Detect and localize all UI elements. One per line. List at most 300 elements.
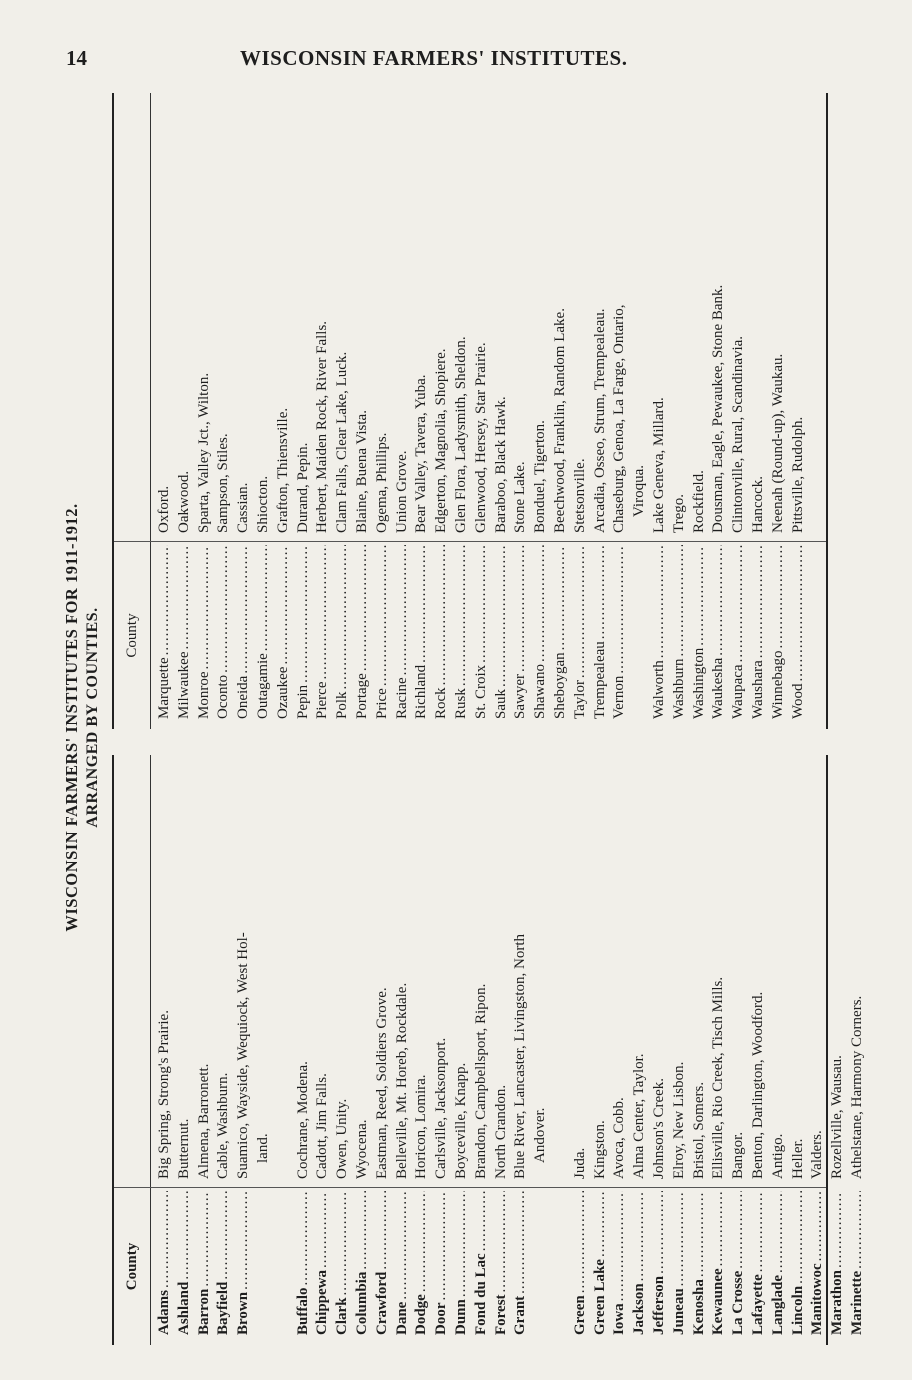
table-row xyxy=(452,93,472,729)
places-cell: North Crandon. xyxy=(492,1084,509,1179)
table-row xyxy=(175,755,195,1345)
table-row xyxy=(531,93,551,729)
county-name: Outagamie xyxy=(254,653,271,719)
table-row xyxy=(412,93,432,729)
county-cell xyxy=(294,541,314,729)
county-cell xyxy=(551,541,571,729)
places-cell: Cochrane, Modena. xyxy=(294,1061,311,1179)
county-cell xyxy=(591,541,611,729)
leader-dots xyxy=(769,545,789,648)
county-name: Wood xyxy=(789,683,806,719)
county-cell xyxy=(234,1187,254,1345)
table-row xyxy=(749,93,769,729)
table-row xyxy=(511,93,531,729)
leader-dots xyxy=(452,545,472,686)
county-cell xyxy=(690,541,710,729)
places-cell: Stone Lake. xyxy=(512,461,529,533)
left-county-table xyxy=(112,755,865,1345)
table-row xyxy=(808,755,828,1345)
places-cell: Lake Geneva, Millard. xyxy=(650,397,667,533)
leader-dots xyxy=(472,545,492,663)
right-rows xyxy=(150,93,808,729)
leader-dots xyxy=(709,545,729,656)
table-row xyxy=(511,755,531,1345)
table-row xyxy=(551,93,571,729)
county-cell-empty xyxy=(254,1187,274,1345)
leader-dots xyxy=(610,545,630,674)
county-cell-empty xyxy=(630,541,650,729)
places-cell: Trego. xyxy=(670,493,687,533)
table-row xyxy=(195,755,215,1345)
county-cell xyxy=(591,1187,611,1345)
county-name: Lafayette xyxy=(749,1274,766,1335)
leader-dots xyxy=(294,1191,314,1285)
county-name: Washburn xyxy=(670,658,687,719)
leader-dots xyxy=(333,1191,353,1296)
county-name: Dunn xyxy=(452,1299,469,1335)
county-cell xyxy=(175,541,195,729)
leader-dots xyxy=(234,1191,254,1290)
county-cell xyxy=(789,1187,809,1345)
county-cell xyxy=(432,1187,452,1345)
county-cell xyxy=(353,1187,373,1345)
county-cell xyxy=(195,1187,215,1345)
table-row xyxy=(828,755,848,1345)
county-cell xyxy=(729,541,749,729)
table-row xyxy=(313,755,333,1345)
county-cell xyxy=(393,541,413,729)
leader-dots xyxy=(195,1191,215,1287)
county-name: Milwaukee xyxy=(175,651,192,719)
page-number: 14 xyxy=(66,46,87,70)
county-name: Pepin xyxy=(294,684,311,719)
county-name: Juneau xyxy=(670,1288,687,1335)
places-cell-continued: land. xyxy=(254,1133,271,1163)
county-name: Sheboygan xyxy=(551,652,568,719)
table-row xyxy=(492,93,512,729)
table-row xyxy=(373,755,393,1345)
county-name: Crawford xyxy=(373,1271,390,1335)
table-row xyxy=(749,755,769,1345)
county-name: Winnebago xyxy=(769,650,786,719)
county-cell xyxy=(670,1187,690,1345)
leader-dots xyxy=(214,1191,234,1280)
places-cell: Avoca, Cobb. xyxy=(611,1097,628,1179)
leader-dots xyxy=(294,545,314,683)
county-name: Waukesha xyxy=(710,657,727,719)
county-cell xyxy=(155,541,175,729)
places-cell: Cassian. xyxy=(235,482,252,533)
leader-dots xyxy=(472,1191,492,1251)
table-row xyxy=(472,93,492,729)
table-subtitle: ARRANGED BY COUNTIES. xyxy=(84,607,101,828)
leader-dots xyxy=(848,1191,868,1269)
table-row xyxy=(234,755,254,1345)
places-cell: Almena, Barronett. xyxy=(195,1063,212,1179)
county-name: Richland xyxy=(413,664,430,719)
leader-dots xyxy=(808,1191,828,1261)
leader-dots xyxy=(353,1191,373,1270)
county-cell xyxy=(670,541,690,729)
row-gap xyxy=(274,755,294,1345)
places-cell: Chaseburg, Genoa, La Farge, Ontario, xyxy=(611,304,628,533)
leader-dots xyxy=(591,1191,611,1257)
table-row xyxy=(729,755,749,1345)
table-row xyxy=(709,755,729,1345)
county-name: Sawyer xyxy=(512,674,529,719)
places-cell: Beechwood, Franklin, Random Lake. xyxy=(551,308,568,533)
table-row xyxy=(571,93,591,729)
county-cell xyxy=(630,1187,650,1345)
leader-dots xyxy=(610,1191,630,1301)
county-name: Marathon xyxy=(829,1270,846,1335)
county-cell xyxy=(690,1187,710,1345)
leader-dots xyxy=(274,545,294,665)
places-cell: Bonduel, Tigerton. xyxy=(532,420,549,533)
county-name: Lincoln xyxy=(789,1285,806,1335)
places-cell: Kingston. xyxy=(591,1120,608,1179)
places-cell: Pittsville, Rudolph. xyxy=(789,416,806,533)
county-cell xyxy=(313,541,333,729)
leader-dots xyxy=(333,545,353,689)
leader-dots xyxy=(769,1191,789,1273)
county-cell xyxy=(452,1187,472,1345)
county-name: Waushara xyxy=(749,660,766,719)
county-name: Rusk xyxy=(452,688,469,719)
county-cell xyxy=(373,1187,393,1345)
places-cell: Wyocena. xyxy=(353,1119,370,1179)
leader-dots xyxy=(492,545,512,687)
table-row xyxy=(729,93,749,729)
places-cell: Eastman, Reed, Soldiers Grove. xyxy=(373,987,390,1179)
county-name: Walworth xyxy=(650,660,667,719)
places-cell: Oakwood. xyxy=(175,470,192,533)
county-name: Price xyxy=(373,688,390,719)
places-cell: Glen Flora, Ladysmith, Sheldon. xyxy=(452,336,469,533)
leader-dots xyxy=(511,1191,531,1294)
places-cell: Blaine, Buena Vista. xyxy=(353,410,370,533)
table-row xyxy=(214,755,234,1345)
county-name: Chippewa xyxy=(314,1269,331,1335)
county-cell xyxy=(650,1187,670,1345)
county-cell xyxy=(492,541,512,729)
table-row xyxy=(373,93,393,729)
table-row xyxy=(472,755,492,1345)
leader-dots xyxy=(511,545,531,672)
table-row xyxy=(333,755,353,1345)
county-name: Grant xyxy=(512,1295,529,1335)
places-cell: Arcadia, Osseo, Strum, Trempealeau. xyxy=(591,308,608,533)
left-rows xyxy=(150,755,868,1345)
places-cell: Durand, Pepin. xyxy=(294,442,311,533)
county-header: County xyxy=(114,542,151,729)
leader-dots xyxy=(155,1191,175,1288)
table-row xyxy=(690,93,710,729)
table-row xyxy=(769,755,789,1345)
county-name: Kewaunee xyxy=(710,1268,727,1335)
places-cell: Ogema, Phillips. xyxy=(373,432,390,533)
county-name: Green xyxy=(571,1295,588,1335)
places-cell: Valders. xyxy=(809,1130,826,1179)
leader-dots xyxy=(492,1191,512,1292)
county-cell xyxy=(155,1187,175,1345)
leader-dots xyxy=(531,545,551,662)
leader-dots xyxy=(412,545,432,663)
county-name: Green Lake xyxy=(591,1259,608,1335)
county-name: Ashland xyxy=(175,1281,192,1335)
table-row xyxy=(670,93,690,729)
places-cell: Athelstane, Harmony Corners. xyxy=(848,995,865,1179)
leader-dots xyxy=(313,545,333,680)
places-cell: Dousman, Eagle, Pewaukee, Stone Bank. xyxy=(710,284,727,533)
table-row xyxy=(690,755,710,1345)
county-name: Washington xyxy=(690,647,707,719)
table-row xyxy=(155,93,175,729)
table-row xyxy=(591,755,611,1345)
places-cell: Johnson's Creek. xyxy=(650,1077,667,1179)
leader-dots xyxy=(709,1191,729,1266)
leader-dots xyxy=(313,1191,333,1268)
county-name: Forest xyxy=(492,1294,509,1335)
table-row xyxy=(630,755,650,1345)
county-cell xyxy=(432,541,452,729)
places-cell: Shiocton. xyxy=(254,475,271,533)
leader-dots xyxy=(789,1191,809,1284)
places-cell: Antigo. xyxy=(769,1133,786,1179)
places-cell: Cable, Washburn. xyxy=(215,1072,232,1179)
places-cell-continued: Andover. xyxy=(532,1107,549,1163)
table-row xyxy=(709,93,729,729)
county-cell xyxy=(195,541,215,729)
leader-dots xyxy=(571,545,591,678)
places-cell: Hancock. xyxy=(749,475,766,533)
leader-dots xyxy=(254,545,274,651)
places-cell: Big Spring, Strong's Prairie. xyxy=(156,1010,172,1179)
county-name: Dodge xyxy=(413,1294,430,1335)
county-name: Jefferson xyxy=(650,1275,667,1335)
county-cell-empty xyxy=(531,1187,551,1345)
county-cell xyxy=(848,1187,868,1345)
leader-dots xyxy=(373,545,393,686)
leader-dots xyxy=(749,1191,769,1272)
places-cell: Baraboo, Black Hawk. xyxy=(492,396,509,533)
places-cell: Owen, Unity. xyxy=(334,1098,351,1179)
table-title: WISCONSIN FARMERS' INSTITUTES FOR 1911-1912. xyxy=(62,503,81,932)
county-name: Iowa xyxy=(611,1303,628,1335)
places-cell: Edgerton, Magnolia, Shopiere. xyxy=(433,348,450,533)
leader-dots xyxy=(373,1191,393,1270)
leader-dots xyxy=(155,545,175,655)
places-cell: Rockfield. xyxy=(690,470,707,533)
places-cell: Clam Falls, Clear Lake, Luck. xyxy=(334,351,351,533)
county-name: Door xyxy=(433,1302,450,1335)
leader-dots xyxy=(789,545,809,682)
county-cell xyxy=(214,541,234,729)
county-name: Sauk xyxy=(492,689,509,719)
county-cell xyxy=(254,541,274,729)
county-name: Adams xyxy=(156,1289,172,1335)
county-cell xyxy=(709,1187,729,1345)
table-row xyxy=(571,755,591,1345)
table-row xyxy=(412,755,432,1345)
county-name: Waupaca xyxy=(730,664,747,719)
leader-dots xyxy=(393,545,413,675)
places-cell: Bangor. xyxy=(730,1131,747,1179)
leader-dots xyxy=(551,545,571,650)
table-row xyxy=(432,755,452,1345)
places-cell: Bear Valley, Tavera, Yuba. xyxy=(413,374,430,533)
places-cell: Suamico, Wayside, Wequiock, West Hol- xyxy=(235,932,252,1179)
places-cell: Neenah (Round-up), Waukau. xyxy=(769,353,786,533)
places-header xyxy=(114,755,151,1187)
county-cell xyxy=(531,541,551,729)
county-name: Portage xyxy=(353,673,370,719)
county-name: Dane xyxy=(393,1301,410,1335)
county-name: Columbia xyxy=(353,1271,370,1335)
places-cell: Butternut. xyxy=(175,1118,192,1179)
leader-dots xyxy=(591,545,611,639)
county-name: Bayfield xyxy=(215,1281,232,1335)
table-row xyxy=(769,93,789,729)
county-name: Buffalo xyxy=(294,1287,311,1335)
county-cell xyxy=(650,541,670,729)
table-row xyxy=(313,93,333,729)
leader-dots xyxy=(393,1191,413,1300)
county-cell xyxy=(709,541,729,729)
places-cell: Alma Center, Taylor. xyxy=(631,1053,648,1179)
table-row xyxy=(492,755,512,1345)
places-cell: Ellisville, Rio Creek, Tisch Mills. xyxy=(710,976,727,1179)
leader-dots xyxy=(234,545,254,674)
table-row xyxy=(650,755,670,1345)
leader-dots xyxy=(175,1191,195,1280)
places-cell: Juda. xyxy=(571,1147,588,1179)
leader-dots xyxy=(452,1191,472,1297)
table-row-continuation xyxy=(630,93,650,729)
places-cell: Benton, Darlington, Woodford. xyxy=(749,991,766,1179)
county-name: Brown xyxy=(235,1291,252,1335)
county-cell xyxy=(214,1187,234,1345)
leader-dots xyxy=(412,1191,432,1292)
county-cell xyxy=(412,541,432,729)
table-row xyxy=(214,93,234,729)
leader-dots xyxy=(195,545,215,670)
row-gap xyxy=(551,755,571,1345)
table-row-continuation xyxy=(531,755,551,1345)
table-row xyxy=(195,93,215,729)
county-name: Barron xyxy=(195,1288,212,1335)
places-cell: Rozellville, Wausau. xyxy=(829,1055,846,1179)
table-row xyxy=(789,93,809,729)
table-row xyxy=(650,93,670,729)
leader-dots xyxy=(749,545,769,658)
county-name: Rock xyxy=(433,687,450,719)
county-cell xyxy=(729,1187,749,1345)
county-header: County xyxy=(114,1188,151,1345)
county-cell xyxy=(472,1187,492,1345)
places-cell: Elroy, New Lisbon. xyxy=(670,1061,687,1179)
county-cell xyxy=(452,541,472,729)
county-cell xyxy=(769,1187,789,1345)
leader-dots xyxy=(432,545,452,685)
leader-dots xyxy=(670,545,690,657)
county-name: Oneida xyxy=(235,675,252,719)
county-name: Clark xyxy=(334,1297,351,1335)
county-cell xyxy=(333,1187,353,1345)
county-cell xyxy=(353,541,373,729)
places-header xyxy=(114,93,151,541)
table-row xyxy=(155,755,175,1345)
table-row xyxy=(452,755,472,1345)
leader-dots xyxy=(432,1191,452,1301)
county-cell xyxy=(511,1187,531,1345)
leader-dots xyxy=(175,545,195,650)
table-row xyxy=(670,755,690,1345)
table-row xyxy=(789,755,809,1345)
table-row xyxy=(353,93,373,729)
county-name: Langlade xyxy=(769,1274,786,1335)
places-cell: Oxford. xyxy=(156,485,172,533)
county-cell xyxy=(412,1187,432,1345)
places-cell: Clintonville, Rural, Scandinavia. xyxy=(730,335,747,533)
places-cell: Sampson, Stiles. xyxy=(215,433,232,533)
county-name: Monroe xyxy=(195,671,212,719)
table-row xyxy=(848,755,868,1345)
county-cell xyxy=(294,1187,314,1345)
table-row xyxy=(234,93,254,729)
places-cell: Union Grove. xyxy=(393,450,410,533)
county-cell xyxy=(769,541,789,729)
county-cell xyxy=(333,541,353,729)
county-name: Marquette xyxy=(156,657,172,719)
places-cell: Brandon, Campbellsport, Ripon. xyxy=(472,983,489,1179)
places-cell: Heller. xyxy=(789,1138,806,1179)
table-row xyxy=(274,93,294,729)
county-cell xyxy=(571,1187,591,1345)
leader-dots xyxy=(729,545,749,662)
table-row xyxy=(591,93,611,729)
places-cell: Horicon, Lomira. xyxy=(413,1074,430,1179)
county-cell xyxy=(274,541,294,729)
leader-dots xyxy=(214,545,234,673)
table-row xyxy=(294,755,314,1345)
county-name: Oconto xyxy=(215,674,232,719)
leader-dots xyxy=(690,545,710,646)
county-cell xyxy=(610,1187,630,1345)
county-cell xyxy=(175,1187,195,1345)
leader-dots xyxy=(353,545,373,671)
county-cell xyxy=(472,541,492,729)
rotated-table-block xyxy=(44,90,865,1345)
table-row xyxy=(393,93,413,729)
county-cell xyxy=(789,541,809,729)
county-cell xyxy=(492,1187,512,1345)
places-cell-continued: Viroqua. xyxy=(631,464,648,517)
places-cell: Belleville, Mt. Horeb, Rockdale. xyxy=(393,982,410,1179)
county-name: St. Croix xyxy=(472,664,489,719)
places-cell: Carlsville, Jacksonport. xyxy=(433,1037,450,1179)
places-cell: Grafton, Thiensville. xyxy=(274,407,291,533)
table-row xyxy=(175,93,195,729)
places-cell: Cadott, Jim Falls. xyxy=(314,1073,331,1179)
places-cell: Boyceville, Knapp. xyxy=(452,1062,469,1179)
running-head: WISCONSIN FARMERS' INSTITUTES. xyxy=(240,46,628,70)
county-cell xyxy=(571,541,591,729)
table-row xyxy=(432,93,452,729)
places-cell: Stetsonville. xyxy=(571,458,588,533)
county-name: Racine xyxy=(393,677,410,719)
leader-dots xyxy=(670,1191,690,1286)
